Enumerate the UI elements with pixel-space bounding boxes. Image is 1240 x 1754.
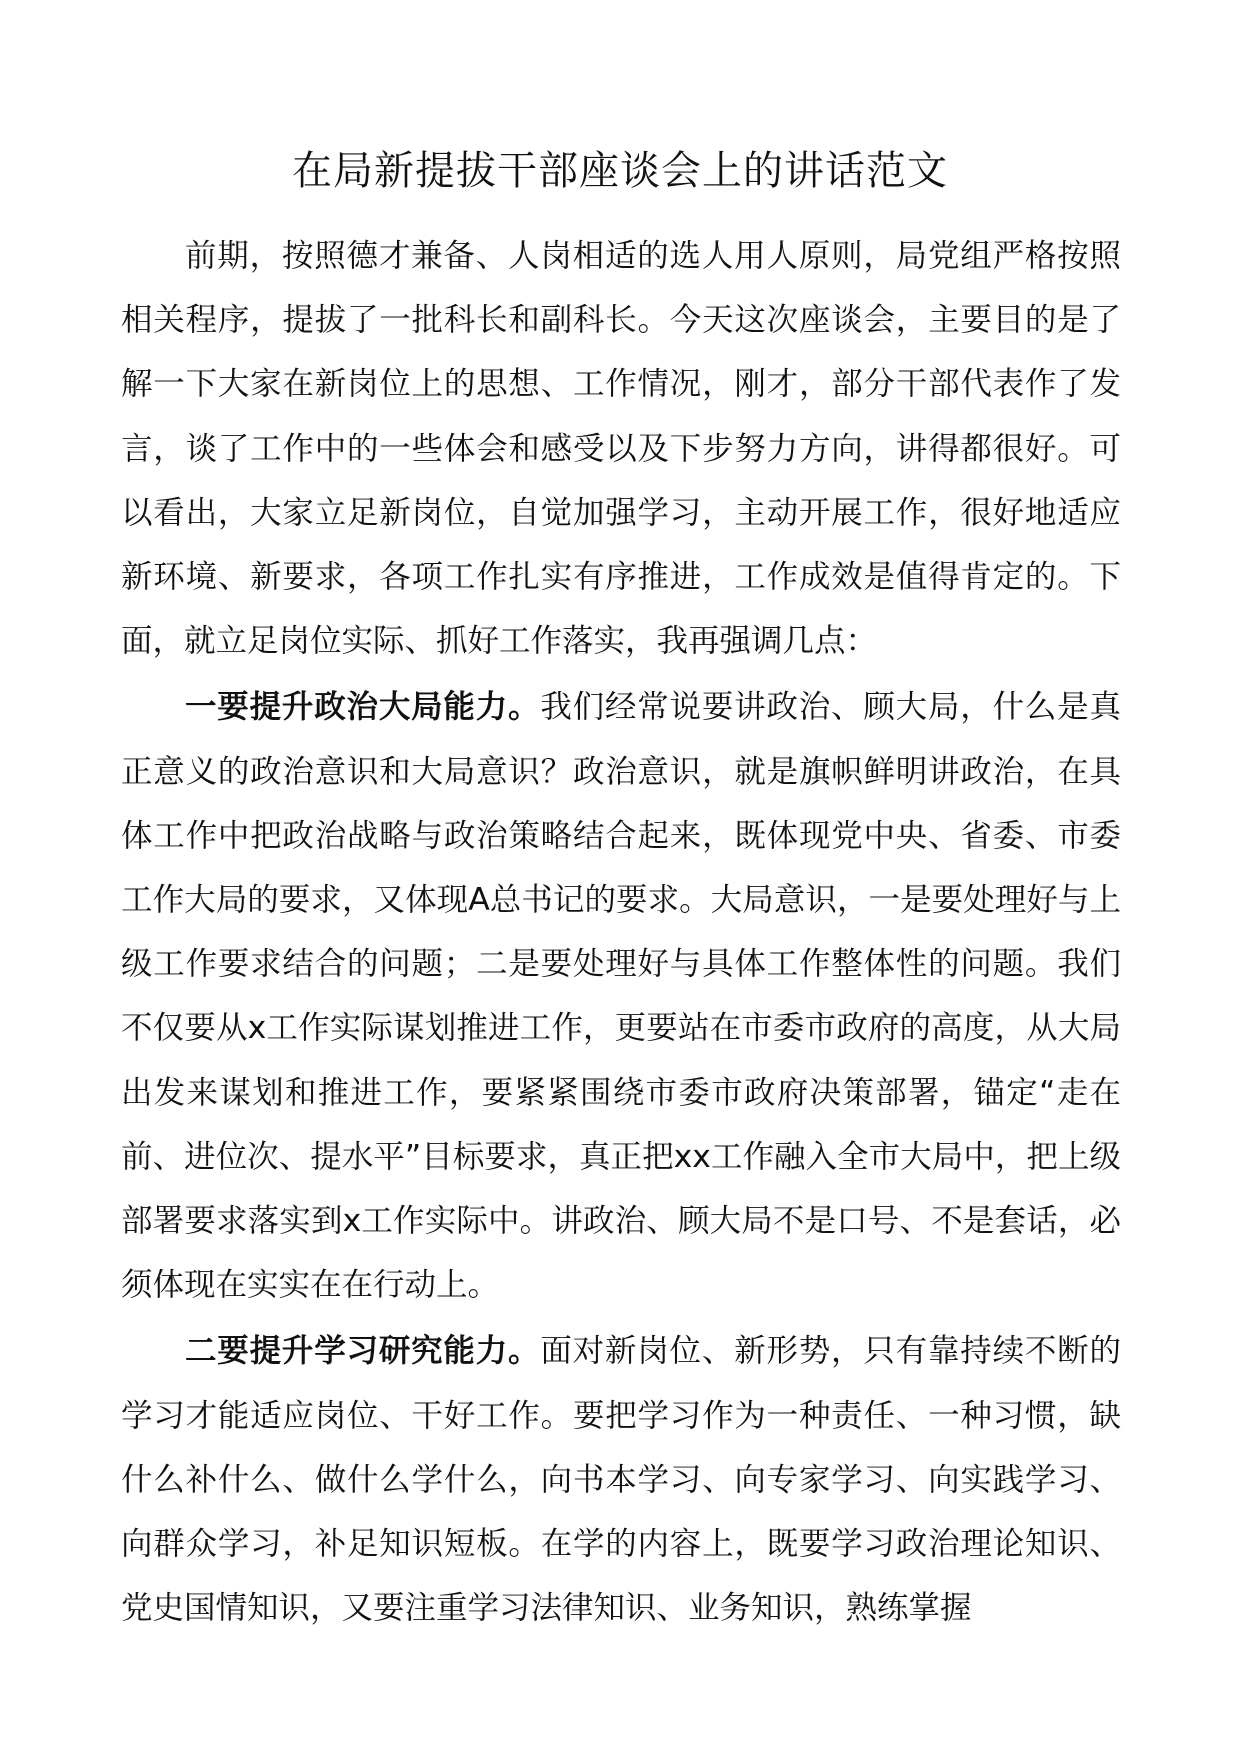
paragraph-lead: 一要提升政治大局能力。 (185, 689, 541, 726)
paragraph-text: 我们经常说要讲政治、顾大局，什么是真正意义的政治意识和大局意识？政治意识，就是旗帜鲜明讲政治，在具体工作中把政治战略与政治策略结合起来，既体现党中央、省委、市委工作大局的要求，又体现A总书记的要求。大局意识，一是要处理好与上级工作要求结合的问题；二是要处理好与具体工作整体性的问题。我们不仅要从x工作实际谋划推进工作，更要站在市委市政府的高度，从大局出发来谋划和推进工作，要紧紧围绕市委市政府决策部署，锚定“走在前、进位次、提水平”目标要求，真正把xx工作融入全市大局中，把上级部署要求落实到x工作实际中。讲政治、顾大局不是口号、不是套话，必须体现在实实在在行动上。 (121, 689, 1121, 1304)
paragraph-text: 前期，按照德才兼备、人岗相适的选人用人原则，局党组严格按照相关程序，提拔了一批科长和副科长。今天这次座谈会，主要目的是了解一下大家在新岗位上的思想、工作情况，刚才，部分干部代表作了发言，谈了工作中的一些体会和感受以及下步努力方向，讲得都很好。可以看出，大家立足新岗位，自觉加强学习，主动开展工作，很好地适应新环境、新要求，各项工作扎实有序推进，工作成效是值得肯定的。下面，就立足岗位实际、抓好工作落实，我再强调几点： (121, 238, 1121, 660)
paragraph-lead: 二要提升学习研究能力。 (185, 1333, 541, 1370)
paragraph-text: 面对新岗位、新形势，只有靠持续不断的学习才能适应岗位、干好工作。要把学习作为一种责任、一种习惯，缺什么补什么、做什么学什么，向书本学习、向专家学习、向实践学习、向群众学习，补足知识短板。在学的内容上，既要学习政治理论知识、党史国情知识，又要注重学习法律知识、业务知识，熟练掌握 (121, 1333, 1121, 1627)
paragraph-intro (121, 224, 1121, 673)
document-title: 在局新提拔干部座谈会上的讲话范文 (292, 148, 948, 194)
paragraph-point-two (121, 1319, 1121, 1640)
document-body (121, 224, 1121, 1642)
paragraph-point-one (121, 675, 1121, 1317)
